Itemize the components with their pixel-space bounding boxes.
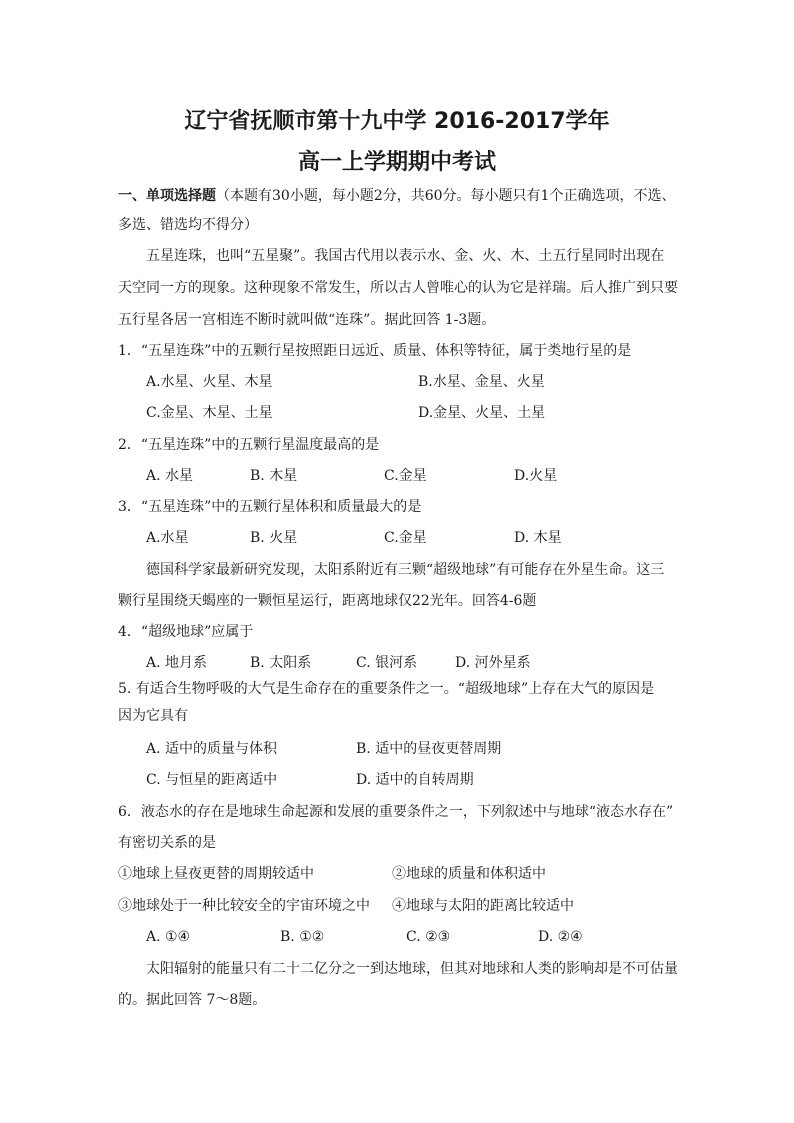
q1-option-d: D.金星、火星、土星 (418, 405, 546, 421)
section-instructions: （本题有30小题，每小题2分，共60分。每小题只有1个正确选项，不选、 (216, 188, 676, 204)
passage-2-line-1: 德国科学家最新研究发现，太阳系附近有三颗“超级地球”有可能存在外星生命。这三 (146, 562, 665, 578)
q1-option-a: A.水星、火星、木星 (146, 374, 273, 390)
exam-title: 辽宁省抚顺市第十九中学 2016-2017学年 (184, 109, 610, 134)
section-heading: 一、单项选择题 (118, 188, 216, 204)
q4-option-c: C. 银河系 (356, 655, 418, 671)
q6-statement-3: ③地球处于一种比较安全的宇宙环境之中 (118, 898, 370, 914)
q2-option-a: A. 水星 (146, 468, 194, 484)
passage-1-line-3: 五行星各居一宫相连不断时就叫做“连珠”。据此回答 1-3题。 (118, 312, 496, 328)
q2-option-b: B. 木星 (250, 468, 298, 484)
passage-1-line-1: 五星连珠，也叫“五星聚”。我国古代用以表示水、金、火、木、土五行星同时出现在 (146, 248, 665, 264)
passage-3-line-1: 太阳辐射的能量只有二十二亿分之一到达地球，但其对地球和人类的影响却是不可估量 (146, 961, 678, 977)
passage-3-line-2: 的。据此回答 7～8题。 (118, 992, 267, 1008)
q6-option-d: D. ②④ (538, 929, 583, 945)
section-heading-line (118, 186, 688, 206)
q4-option-b: B. 太阳系 (250, 655, 312, 671)
q3-option-b: B. 火星 (250, 530, 298, 546)
q4-option-a: A. 地月系 (146, 655, 208, 671)
question-6-stem: 6．液态水的存在是地球生命起源和发展的重要条件之一，下列叙述中与地球“液态水存在” (118, 804, 674, 820)
exam-subtitle: 高一上学期期中考试 (297, 150, 496, 175)
q5-option-d: D. 适中的自转周期 (356, 772, 474, 788)
q4-option-d: D. 河外星系 (455, 655, 531, 671)
q3-option-d: D. 木星 (514, 530, 562, 546)
q6-option-b: B. ①② (280, 929, 325, 945)
q3-option-c: C.金星 (384, 530, 427, 546)
question-6-stem-cont: 有密切关系的是 (118, 835, 216, 851)
passage-1-line-2: 天空同一方的现象。这种现象不常发生，所以古人曾唯心的认为它是祥瑞。后人推广到只要 (118, 280, 678, 296)
q6-statement-2: ②地球的质量和体积适中 (392, 866, 546, 882)
q6-option-c: C. ②③ (406, 929, 451, 945)
question-1-stem: 1．“五星连珠”中的五颗行星按照距日远近、质量、体积等特征，属于类地行星的是 (118, 343, 632, 359)
q5-option-a: A. 适中的质量与体积 (146, 741, 278, 757)
q5-option-c: C. 与恒星的距离适中 (146, 772, 278, 788)
question-3-stem: 3．“五星连珠”中的五颗行星体积和质量最大的是 (118, 499, 422, 515)
q5-option-b: B. 适中的昼夜更替周期 (356, 741, 502, 757)
q6-statement-1: ①地球上昼夜更替的周期较适中 (118, 866, 314, 882)
q6-option-a: A. ①④ (146, 929, 191, 945)
section-instructions-cont: 多选、错选均不得分） (118, 217, 258, 233)
question-2-stem: 2．“五星连珠”中的五颗行星温度最高的是 (118, 437, 380, 453)
q6-statement-4: ④地球与太阳的距离比较适中 (392, 898, 574, 914)
q1-option-c: C.金星、木星、土星 (146, 405, 273, 421)
question-5-stem-cont: 因为它具有 (118, 708, 188, 724)
q2-option-d: D.火星 (514, 468, 558, 484)
q3-option-a: A.水星 (146, 530, 189, 546)
question-5-stem: 5. 有适合生物呼吸的大气是生命存在的重要条件之一。“超级地球”上存在大气的原因是 (118, 681, 655, 697)
question-4-stem: 4．“超级地球”应属于 (118, 624, 254, 640)
q2-option-c: C.金星 (384, 468, 427, 484)
passage-2-line-2: 颗行星围绕天蝎座的一颗恒星运行，距离地球仅22光年。回答4-6题 (118, 593, 537, 609)
q1-option-b: B.水星、金星、火星 (418, 374, 545, 390)
